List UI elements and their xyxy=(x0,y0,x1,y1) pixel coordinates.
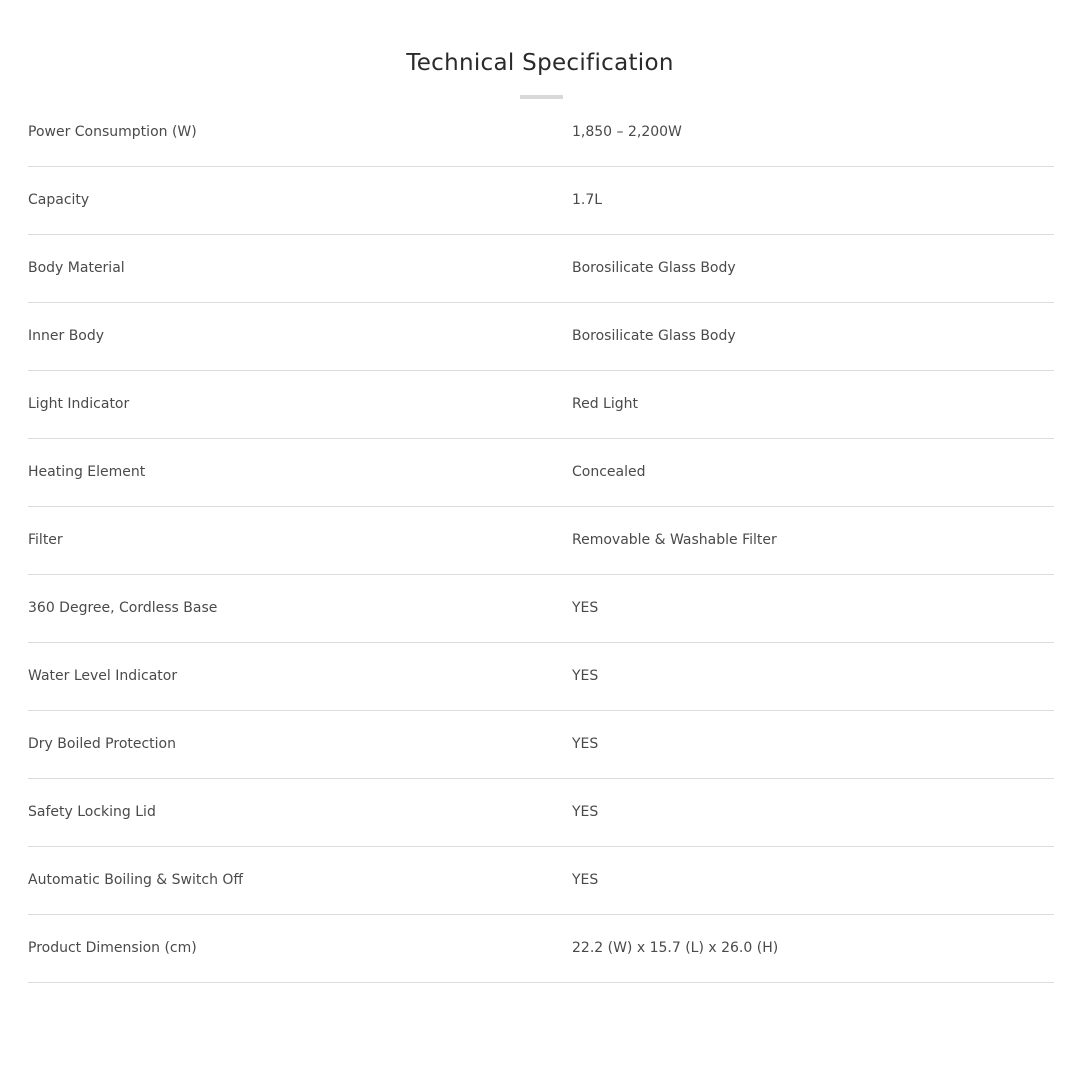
spec-label: Product Dimension (cm) xyxy=(28,940,197,956)
spec-value: YES xyxy=(572,668,599,684)
spec-label: Safety Locking Lid xyxy=(28,804,156,820)
spec-label: Heating Element xyxy=(28,464,146,480)
spec-row-product-dimension xyxy=(28,915,1054,983)
spec-label: Power Consumption (W) xyxy=(28,124,197,140)
spec-row-light-indicator xyxy=(28,371,1054,439)
spec-value: Borosilicate Glass Body xyxy=(572,328,736,344)
spec-value: Borosilicate Glass Body xyxy=(572,260,736,276)
spec-table xyxy=(28,99,1054,983)
spec-value: 22.2 (W) x 15.7 (L) x 26.0 (H) xyxy=(572,940,779,956)
spec-label: Body Material xyxy=(28,260,125,276)
spec-value: Concealed xyxy=(572,464,646,480)
spec-value: YES xyxy=(572,804,599,820)
spec-label: Dry Boiled Protection xyxy=(28,736,176,752)
spec-row-cordless-base xyxy=(28,575,1054,643)
spec-label: Automatic Boiling & Switch Off xyxy=(28,872,244,888)
spec-label: Water Level Indicator xyxy=(28,668,178,684)
spec-label: Inner Body xyxy=(28,328,105,344)
spec-row-filter xyxy=(28,507,1054,575)
spec-row-body-material xyxy=(28,235,1054,303)
spec-value: 1.7L xyxy=(572,192,603,208)
spec-row-power-consumption xyxy=(28,99,1054,167)
spec-row-heating-element xyxy=(28,439,1054,507)
page-title: Technical Specification xyxy=(406,50,674,76)
spec-value: Removable & Washable Filter xyxy=(572,532,777,548)
spec-row-automatic-boiling xyxy=(28,847,1054,915)
spec-label: Capacity xyxy=(28,192,90,208)
spec-label: Filter xyxy=(28,532,63,548)
spec-row-dry-boiled-protection xyxy=(28,711,1054,779)
spec-label: Light Indicator xyxy=(28,396,130,412)
spec-row-water-level-indicator xyxy=(28,643,1054,711)
spec-value: Red Light xyxy=(572,396,638,412)
spec-value: YES xyxy=(572,600,599,616)
spec-label: 360 Degree, Cordless Base xyxy=(28,600,218,616)
spec-value: YES xyxy=(572,736,599,752)
spec-row-safety-locking-lid xyxy=(28,779,1054,847)
spec-row-capacity xyxy=(28,167,1054,235)
spec-value: YES xyxy=(572,872,599,888)
spec-row-inner-body xyxy=(28,303,1054,371)
spec-value: 1,850 – 2,200W xyxy=(572,124,682,140)
